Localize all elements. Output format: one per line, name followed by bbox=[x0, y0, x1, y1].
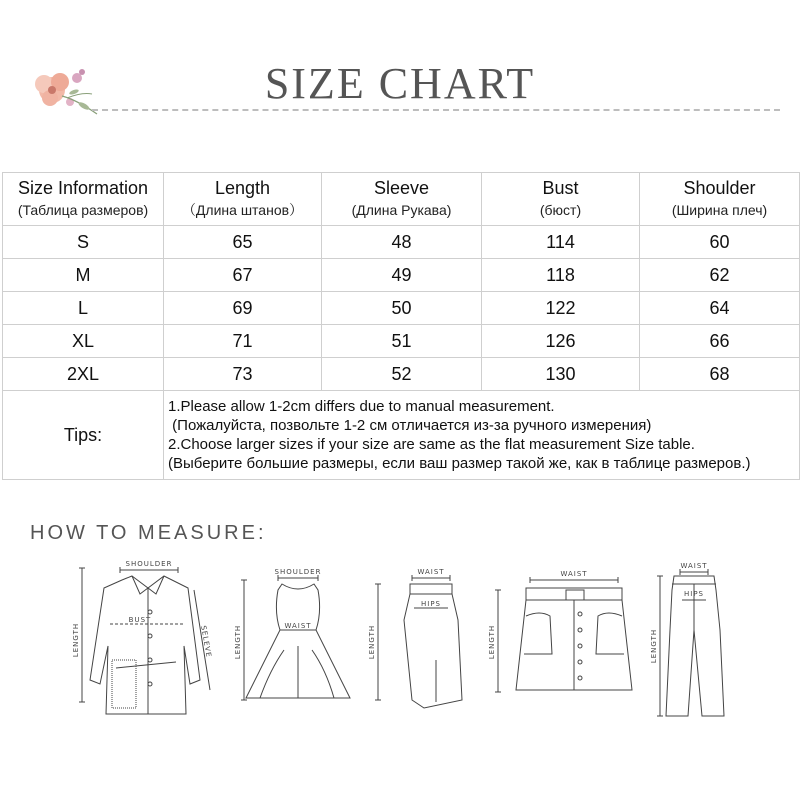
tip-line: 1.Please allow 1-2cm differs due to manual measurement. bbox=[168, 398, 555, 415]
shoulder-cell: 62 bbox=[640, 259, 800, 292]
length-cell: 73 bbox=[164, 358, 322, 391]
measure-label-length: LENGTH bbox=[72, 622, 80, 658]
length-cell: 69 bbox=[164, 292, 322, 325]
sleeve-cell: 50 bbox=[322, 292, 482, 325]
measure-label-waist: WAIST bbox=[417, 568, 445, 576]
bust-cell: 130 bbox=[482, 358, 640, 391]
size-cell: S bbox=[3, 226, 164, 259]
measure-label-length: LENGTH bbox=[488, 624, 496, 660]
short-skirt-illustration-icon bbox=[495, 577, 632, 692]
tip-line: (Выберите большие размеры, если ваш размер такой же, как в таблице размеров.) bbox=[168, 455, 751, 472]
dress-illustration-icon bbox=[241, 575, 350, 700]
measure-label-length: LENGTH bbox=[650, 628, 658, 664]
tips-text bbox=[164, 391, 800, 480]
measure-label-waist: WAIST bbox=[680, 562, 708, 570]
how-to-measure-title: HOW TO MEASURE: bbox=[30, 522, 267, 544]
sleeve-cell: 49 bbox=[322, 259, 482, 292]
size-table bbox=[2, 172, 800, 480]
size-cell: M bbox=[3, 259, 164, 292]
tips-label: Tips: bbox=[3, 391, 164, 480]
size-cell: L bbox=[3, 292, 164, 325]
measure-label-length: LENGTH bbox=[234, 624, 242, 660]
title-divider bbox=[92, 109, 780, 111]
length-cell: 71 bbox=[164, 325, 322, 358]
header-shoulder: Shoulder (Ширина плеч) bbox=[640, 173, 800, 226]
header-size-information: Size Information (Таблица размеров) bbox=[3, 173, 164, 226]
header-sleeve: Sleeve (Длина Рукава) bbox=[322, 173, 482, 226]
header-length: Length （Длина штанов） bbox=[164, 173, 322, 226]
measure-label-shoulder: SHOULDER bbox=[274, 568, 322, 576]
tips-row bbox=[3, 391, 800, 480]
sleeve-cell: 52 bbox=[322, 358, 482, 391]
measure-label-hips: HIPS bbox=[684, 590, 704, 598]
garment-diagrams bbox=[0, 550, 800, 800]
header-bust: Bust (бюст) bbox=[482, 173, 640, 226]
measure-label-seleve: SELEVE bbox=[199, 625, 213, 659]
measure-label-shoulder: SHOULDER bbox=[125, 560, 173, 568]
sleeve-cell: 51 bbox=[322, 325, 482, 358]
bust-cell: 114 bbox=[482, 226, 640, 259]
size-cell: XL bbox=[3, 325, 164, 358]
shoulder-cell: 60 bbox=[640, 226, 800, 259]
bust-cell: 118 bbox=[482, 259, 640, 292]
measure-label-length: LENGTH bbox=[368, 624, 376, 660]
measure-label-hips: HIPS bbox=[421, 600, 441, 608]
sleeve-cell: 48 bbox=[322, 226, 482, 259]
table-row bbox=[3, 325, 800, 358]
shoulder-cell: 66 bbox=[640, 325, 800, 358]
measure-label-bust: BUST bbox=[128, 616, 152, 624]
length-cell: 67 bbox=[164, 259, 322, 292]
size-cell: 2XL bbox=[3, 358, 164, 391]
table-row bbox=[3, 259, 800, 292]
shoulder-cell: 64 bbox=[640, 292, 800, 325]
tip-line: 2.Choose larger sizes if your size are same as the flat measurement Size table. bbox=[168, 436, 695, 453]
measure-label-waist: WAIST bbox=[284, 622, 312, 630]
bust-cell: 122 bbox=[482, 292, 640, 325]
length-cell: 65 bbox=[164, 226, 322, 259]
measure-illustrations bbox=[0, 550, 800, 800]
measure-label-waist: WAIST bbox=[560, 570, 588, 578]
jacket-illustration-icon bbox=[79, 567, 210, 714]
table-row bbox=[3, 358, 800, 391]
page-title: SIZE CHART bbox=[264, 59, 536, 108]
tip-line: (Пожалуйста, позвольте 1-2 см отличается из-за ручного измерения) bbox=[168, 417, 652, 434]
shoulder-cell: 68 bbox=[640, 358, 800, 391]
table-header-row bbox=[3, 173, 800, 226]
table-row bbox=[3, 226, 800, 259]
bust-cell: 126 bbox=[482, 325, 640, 358]
table-row bbox=[3, 292, 800, 325]
long-skirt-illustration-icon bbox=[375, 575, 462, 708]
header bbox=[0, 0, 800, 130]
